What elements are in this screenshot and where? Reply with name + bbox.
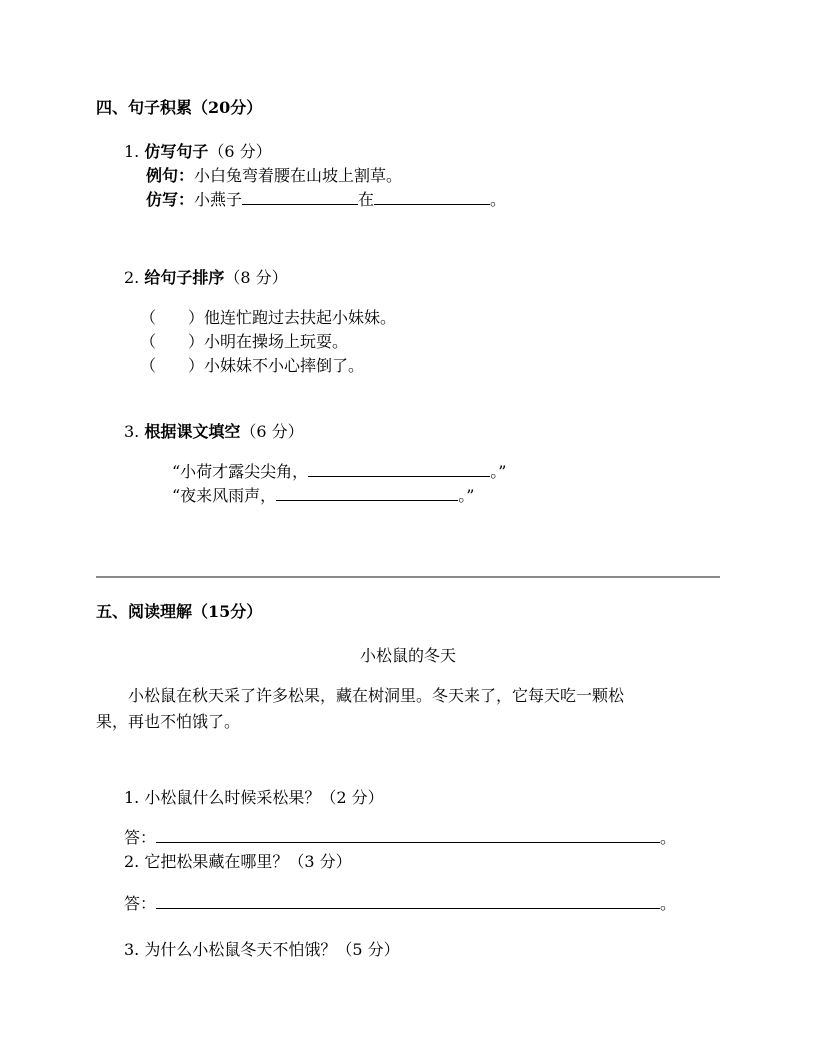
example-label: 例句： bbox=[146, 166, 195, 185]
section-5-title: 五、阅读理解（15分） bbox=[96, 602, 263, 621]
q3-score: （6 分） bbox=[240, 422, 304, 441]
passage-title: 小松鼠的冬天 bbox=[359, 646, 456, 665]
passage-line-2: 果，再也不怕饿了。 bbox=[96, 712, 241, 731]
reading-question-text: 它把松果藏在哪里？（3 分） bbox=[144, 852, 352, 871]
q1-example bbox=[146, 166, 402, 186]
poem-blank-2[interactable] bbox=[276, 486, 458, 501]
imitate-mid: 在 bbox=[358, 190, 375, 209]
q3-title: 根据课文填空 bbox=[144, 422, 241, 441]
poem-line-1-start: “小荷才露尖尖角， bbox=[172, 462, 309, 481]
order-text: 他连忙跑过去扶起小妹妹。 bbox=[204, 308, 397, 327]
answer-label: 答： bbox=[124, 894, 157, 913]
q1-heading bbox=[124, 142, 272, 162]
imitate-end: 。 bbox=[490, 190, 507, 209]
answer-end: 。 bbox=[660, 828, 677, 847]
q2-number: 2. bbox=[124, 268, 145, 287]
reading-question-text: 为什么小松鼠冬天不怕饿？（5 分） bbox=[144, 940, 400, 959]
reading-question-number: 3. bbox=[124, 940, 140, 959]
q1-imitate bbox=[146, 190, 506, 210]
q3-number: 3. bbox=[124, 422, 145, 441]
answer-label: 答： bbox=[124, 828, 157, 847]
poem-line-1 bbox=[172, 462, 506, 482]
answer-end: 。 bbox=[660, 894, 677, 913]
q2-score: （8 分） bbox=[224, 268, 288, 287]
answer-line-1 bbox=[124, 828, 676, 848]
reading-question-number: 1. bbox=[124, 788, 140, 807]
order-text: 小明在操场上玩耍。 bbox=[204, 332, 349, 351]
section-4-title: 四、句子积累（20分） bbox=[96, 98, 263, 117]
poem-line-1-end: 。” bbox=[490, 462, 507, 481]
passage-line-1: 小松鼠在秋天采了许多松果，藏在树洞里。冬天来了，它每天吃一颗松 bbox=[128, 686, 625, 705]
q1-title: 仿写句子 bbox=[144, 142, 209, 161]
order-item bbox=[140, 308, 396, 328]
reading-question-2 bbox=[124, 852, 352, 872]
order-text: 小妹妹不小心摔倒了。 bbox=[204, 356, 365, 375]
answer-line-2 bbox=[124, 894, 676, 914]
poem-line-2 bbox=[172, 486, 474, 506]
imitate-prefix: 小燕子 bbox=[194, 190, 243, 209]
q1-number: 1. bbox=[124, 142, 145, 161]
answer-blank-1[interactable] bbox=[156, 828, 660, 843]
q3-heading bbox=[124, 422, 304, 442]
imitate-blank-1[interactable] bbox=[242, 190, 358, 205]
order-paren[interactable]: （ ） bbox=[140, 332, 205, 351]
q2-title: 给句子排序 bbox=[144, 268, 225, 287]
example-text: 小白兔弯着腰在山坡上割草。 bbox=[194, 166, 403, 185]
order-item bbox=[140, 332, 348, 352]
imitate-blank-2[interactable] bbox=[374, 190, 490, 205]
reading-question-1 bbox=[124, 788, 384, 808]
imitate-label: 仿写： bbox=[146, 190, 195, 209]
section-divider bbox=[96, 576, 720, 578]
q1-score: （6 分） bbox=[208, 142, 272, 161]
poem-line-2-start: “夜来风雨声， bbox=[172, 486, 277, 505]
order-paren[interactable]: （ ） bbox=[140, 356, 205, 375]
order-paren[interactable]: （ ） bbox=[140, 308, 205, 327]
reading-question-3 bbox=[124, 940, 400, 960]
poem-blank-1[interactable] bbox=[308, 462, 490, 477]
order-item bbox=[140, 356, 364, 376]
q2-heading bbox=[124, 268, 288, 288]
answer-blank-2[interactable] bbox=[156, 894, 660, 909]
reading-question-text: 小松鼠什么时候采松果？（2 分） bbox=[144, 788, 384, 807]
reading-question-number: 2. bbox=[124, 852, 140, 871]
poem-line-2-end: 。” bbox=[458, 486, 475, 505]
